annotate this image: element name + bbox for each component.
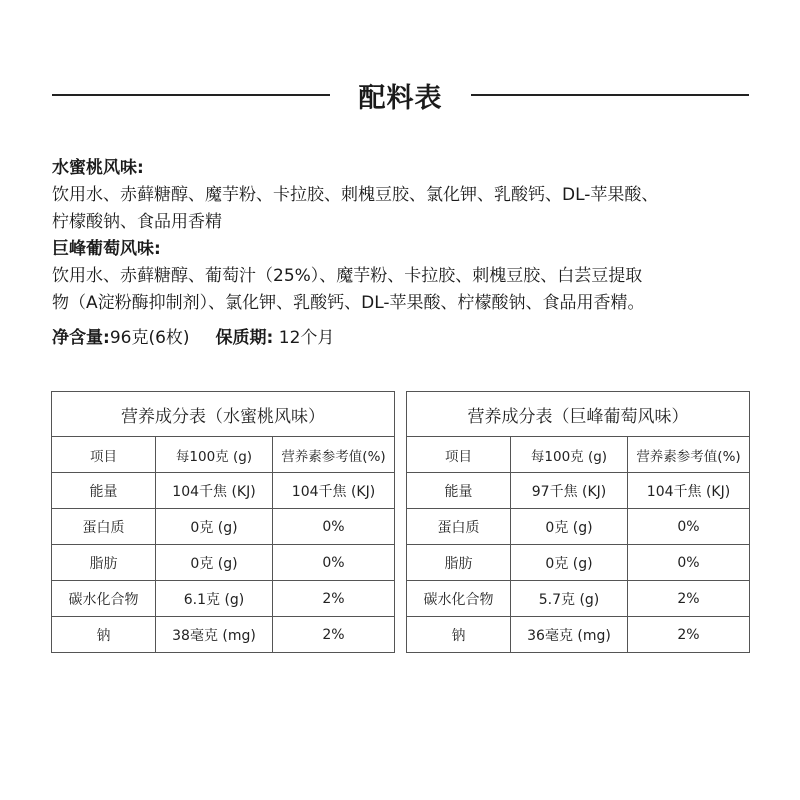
- table-cell: 104千焦 (KJ): [156, 473, 273, 509]
- title-rule-right: [471, 94, 749, 96]
- table-row: [52, 581, 395, 617]
- table-caption: 营养成分表（水蜜桃风味）: [52, 392, 395, 437]
- table-cell: 104千焦 (KJ): [273, 473, 395, 509]
- table-cell: 0克 (g): [156, 545, 273, 581]
- table-cell: 2%: [273, 617, 395, 653]
- product-info: [52, 325, 334, 352]
- table-cell: 5.7克 (g): [511, 581, 628, 617]
- table-cell: 38毫克 (mg): [156, 617, 273, 653]
- table-row: [52, 473, 395, 509]
- table-cell: 6.1克 (g): [156, 581, 273, 617]
- table-row: [52, 617, 395, 653]
- grape-ingredients-line-2: 物（A淀粉酶抑制剂）、氯化钾、乳酸钙、DL-苹果酸、柠檬酸钠、食品用香精。: [52, 293, 645, 313]
- peach-ingredients-line-1: 饮用水、赤藓糖醇、魔芋粉、卡拉胶、刺槐豆胶、氯化钾、乳酸钙、DL-苹果酸、: [52, 185, 659, 205]
- shelf-life-value: 12个月: [273, 328, 335, 348]
- table-cell: 0%: [273, 545, 395, 581]
- title-bar: [52, 72, 749, 118]
- net-weight-value: 96克(6枚): [109, 328, 190, 348]
- nutrition-table-peach: [51, 391, 395, 653]
- table-cell: 脂肪: [52, 545, 156, 581]
- table-cell: 0%: [273, 509, 395, 545]
- table-header-row: [52, 437, 395, 473]
- table-row: [407, 581, 750, 617]
- peach-heading: 水蜜桃风味:: [52, 158, 144, 178]
- table-cell: 蛋白质: [52, 509, 156, 545]
- table-cell: 104千焦 (KJ): [628, 473, 750, 509]
- table-cell: 钠: [407, 617, 511, 653]
- table-cell: 钠: [52, 617, 156, 653]
- table-row: [407, 617, 750, 653]
- header-per-100g: 每100克 (g): [511, 437, 628, 473]
- peach-ingredients: [52, 155, 757, 236]
- table-cell: 0克 (g): [156, 509, 273, 545]
- table-cell: 97千焦 (KJ): [511, 473, 628, 509]
- table-cell: 0克 (g): [511, 509, 628, 545]
- peach-ingredients-line-2: 柠檬酸钠、食品用香精: [52, 212, 222, 232]
- table-cell: 能量: [52, 473, 156, 509]
- nutrition-table-grape: [406, 391, 750, 653]
- table-row: [407, 545, 750, 581]
- header-item: 项目: [407, 437, 511, 473]
- table-cell: 36毫克 (mg): [511, 617, 628, 653]
- header-item: 项目: [52, 437, 156, 473]
- table-cell: 碳水化合物: [52, 581, 156, 617]
- table-cell: 0克 (g): [511, 545, 628, 581]
- grape-heading: 巨峰葡萄风味:: [52, 239, 161, 259]
- shelf-life-label: 保质期:: [215, 328, 274, 348]
- table-row: [52, 545, 395, 581]
- net-weight-label: 净含量:: [52, 328, 110, 348]
- table-cell: 碳水化合物: [407, 581, 511, 617]
- table-row: [407, 473, 750, 509]
- table-header-row: [407, 437, 750, 473]
- header-per-100g: 每100克 (g): [156, 437, 273, 473]
- table-cell: 能量: [407, 473, 511, 509]
- table-cell: 脂肪: [407, 545, 511, 581]
- table-cell: 2%: [273, 581, 395, 617]
- table-cell: 0%: [628, 545, 750, 581]
- table-row: [52, 509, 395, 545]
- header-nrv: 营养素参考值(%): [628, 437, 750, 473]
- grape-ingredients-line-1: 饮用水、赤藓糖醇、葡萄汁（25%）、魔芋粉、卡拉胶、刺槐豆胶、白芸豆提取: [52, 266, 643, 286]
- page-title: 配料表: [358, 83, 443, 114]
- table-cell: 2%: [628, 617, 750, 653]
- table-caption: 营养成分表（巨峰葡萄风味）: [407, 392, 750, 437]
- header-nrv: 营养素参考值(%): [273, 437, 395, 473]
- table-cell: 0%: [628, 509, 750, 545]
- table-row: [407, 509, 750, 545]
- grape-ingredients: [52, 236, 757, 317]
- table-cell: 2%: [628, 581, 750, 617]
- table-cell: 蛋白质: [407, 509, 511, 545]
